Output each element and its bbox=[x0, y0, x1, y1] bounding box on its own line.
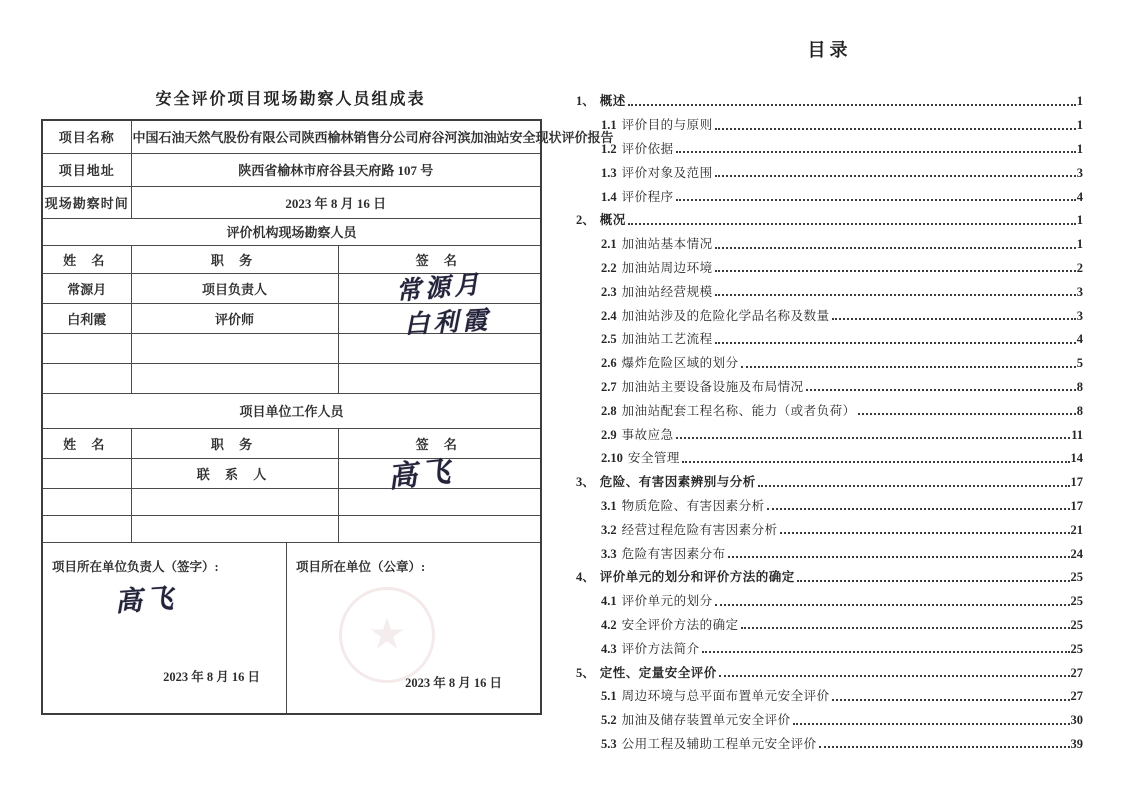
toc-entry-label: 事故应急 bbox=[621, 427, 674, 442]
org-row-name: 白利霞 bbox=[42, 303, 131, 333]
toc-entry-number: 2.3 bbox=[601, 284, 617, 299]
toc-entry-page-number: 1 bbox=[1076, 94, 1083, 109]
toc-entry-label: 概述 bbox=[599, 94, 626, 109]
toc-entry-label: 危险、有害因素辨别与分析 bbox=[599, 475, 756, 490]
toc-leader-dots bbox=[676, 437, 1071, 439]
table-row bbox=[42, 273, 541, 303]
toc-entry bbox=[576, 371, 1083, 395]
toc-entry-number: 4、 bbox=[576, 570, 595, 585]
toc-leader-dots bbox=[797, 580, 1070, 582]
toc-leader-dots bbox=[858, 413, 1076, 415]
toc-entry-page-number: 2 bbox=[1076, 261, 1083, 275]
signature-chang-yuanyue: 常源月 bbox=[394, 270, 484, 306]
toc-entry-number: 5.2 bbox=[601, 713, 617, 728]
toc-entry-page-number: 21 bbox=[1070, 522, 1083, 537]
toc-entry bbox=[576, 109, 1083, 133]
toc-entry-number: 2.8 bbox=[601, 403, 617, 418]
toc-entry-number: 1.1 bbox=[601, 118, 617, 133]
toc-leader-dots bbox=[715, 128, 1076, 130]
unit-col-role: 职 务 bbox=[131, 428, 338, 458]
row-project-address bbox=[42, 153, 541, 186]
toc-entry-label: 评价目的与原则 bbox=[621, 118, 713, 133]
toc-entry-label: 安全管理 bbox=[627, 451, 680, 466]
toc-entry bbox=[576, 704, 1083, 728]
toc-entry-label: 加油及储存装置单元安全评价 bbox=[621, 713, 791, 728]
toc-entry-number: 3.2 bbox=[601, 522, 617, 537]
org-col-name: 姓 名 bbox=[42, 245, 131, 273]
toc-leader-dots bbox=[728, 556, 1070, 558]
toc-entry bbox=[576, 133, 1083, 157]
toc-entry bbox=[576, 204, 1083, 228]
org-col-sign: 签 名 bbox=[338, 245, 541, 273]
toc-leader-dots bbox=[715, 247, 1076, 249]
toc-entry-label: 加油站经营规模 bbox=[621, 284, 713, 299]
toc-leader-dots bbox=[741, 627, 1070, 629]
table-row-empty bbox=[42, 333, 541, 363]
toc-entry-page-number: 1 bbox=[1076, 237, 1083, 252]
toc-entry bbox=[576, 299, 1083, 323]
toc-page bbox=[576, 36, 1083, 751]
toc-entry-label: 经营过程危险有害因素分析 bbox=[621, 522, 778, 537]
toc-entry bbox=[576, 585, 1083, 609]
toc-entry-label: 加油站配套工程名称、能力（或者负荷） bbox=[621, 403, 856, 418]
toc-entry-number: 5、 bbox=[576, 665, 595, 680]
unit-columns-header-row bbox=[42, 428, 541, 458]
toc-entry-page-number: 25 bbox=[1070, 641, 1083, 656]
row-survey-time bbox=[42, 186, 541, 218]
toc-entry-label: 公用工程及辅助工程单元安全评价 bbox=[621, 736, 817, 751]
org-row-role: 评价师 bbox=[131, 303, 338, 333]
toc-leader-dots bbox=[793, 723, 1070, 725]
toc-entry-page-number: 25 bbox=[1070, 570, 1083, 585]
toc-entry bbox=[576, 728, 1083, 752]
project-address-label: 项目地址 bbox=[42, 153, 131, 186]
toc-leader-dots bbox=[715, 270, 1076, 272]
toc-entry-label: 概况 bbox=[599, 213, 626, 228]
toc-leader-dots bbox=[832, 699, 1070, 701]
table-row bbox=[42, 303, 541, 333]
unit-col-name: 姓 名 bbox=[42, 428, 131, 458]
toc-entry-page-number: 4 bbox=[1076, 189, 1083, 204]
toc-entry-page-number: 1 bbox=[1076, 213, 1083, 228]
footer-seal-cell bbox=[287, 543, 540, 713]
toc-leader-dots bbox=[741, 366, 1076, 368]
toc-entry bbox=[576, 537, 1083, 561]
toc-entry bbox=[576, 156, 1083, 180]
toc-entry-label: 爆炸危险区域的划分 bbox=[621, 356, 739, 371]
toc-entry-label: 评价依据 bbox=[621, 142, 674, 157]
toc-entry-label: 定性、定量安全评价 bbox=[599, 665, 717, 680]
toc-entry-number: 2.9 bbox=[601, 427, 617, 442]
toc-entry-number: 5.3 bbox=[601, 736, 617, 751]
toc-entry bbox=[576, 394, 1083, 418]
toc-entry-label: 评价单元的划分 bbox=[621, 594, 713, 609]
toc-leader-dots bbox=[628, 223, 1076, 225]
toc-entry-page-number: 25 bbox=[1070, 617, 1083, 632]
toc-entry-number: 4.2 bbox=[601, 617, 617, 632]
org-section-header-row bbox=[42, 218, 541, 245]
toc-entry bbox=[576, 490, 1083, 514]
toc-entry-label: 加油站周边环境 bbox=[621, 261, 713, 275]
toc-entry-page-number: 8 bbox=[1076, 379, 1083, 394]
org-col-role: 职 务 bbox=[131, 245, 338, 273]
toc-entry bbox=[576, 561, 1083, 585]
toc-entry-page-number: 39 bbox=[1070, 736, 1083, 751]
toc-entry bbox=[576, 442, 1083, 466]
footer-grid bbox=[43, 543, 540, 713]
toc-entry-page-number: 8 bbox=[1076, 403, 1083, 418]
toc-leader-dots bbox=[832, 318, 1076, 320]
toc-entry-number: 2.4 bbox=[601, 308, 617, 323]
footer-responsible-cell bbox=[43, 543, 287, 713]
project-name-value: 中国石油天然气股份有限公司陕西榆林销售分公司府谷河滨加油站安全现状评价报告 bbox=[131, 120, 541, 153]
table-row-empty bbox=[42, 515, 541, 542]
toc-entry bbox=[576, 228, 1083, 252]
unit-section-header-row bbox=[42, 393, 541, 428]
toc-leader-dots bbox=[806, 389, 1076, 391]
org-row-name: 常源月 bbox=[42, 273, 131, 303]
footer-right-date: 2023 年 8 月 16 日 bbox=[405, 675, 503, 690]
toc-leader-dots bbox=[719, 675, 1070, 677]
signature-cell bbox=[338, 455, 541, 494]
unit-seal-label: 项目所在单位（公章）: bbox=[296, 559, 426, 574]
toc-entry-page-number: 27 bbox=[1070, 689, 1083, 704]
unit-row-name bbox=[42, 458, 131, 488]
toc-entry bbox=[576, 252, 1083, 276]
toc-entry-label: 危险有害因素分布 bbox=[621, 546, 726, 561]
toc-entry-label: 周边环境与总平面布置单元安全评价 bbox=[621, 689, 830, 704]
toc-entry-number: 2.5 bbox=[601, 332, 617, 347]
toc-entry bbox=[576, 275, 1083, 299]
unit-section-header: 项目单位工作人员 bbox=[42, 393, 541, 428]
signature-cell bbox=[338, 270, 541, 306]
toc-entry-page-number: 17 bbox=[1070, 475, 1083, 490]
responsible-sign-label: 项目所在单位负责人（签字）: bbox=[52, 559, 219, 574]
toc-entry-number: 1.2 bbox=[601, 142, 617, 157]
toc-entry-page-number: 25 bbox=[1070, 594, 1083, 609]
toc-entry-number: 3.1 bbox=[601, 498, 617, 513]
toc-leader-dots bbox=[676, 151, 1076, 153]
toc-entry-label: 加油站涉及的危险化学品名称及数量 bbox=[621, 308, 830, 323]
toc-entry bbox=[576, 323, 1083, 347]
toc-entry bbox=[576, 180, 1083, 204]
toc-leader-dots bbox=[819, 746, 1070, 748]
toc-entry-label: 加油站基本情况 bbox=[621, 237, 713, 252]
org-columns-header-row bbox=[42, 245, 541, 273]
toc-entry-page-number: 30 bbox=[1070, 713, 1083, 728]
toc-entry-number: 3、 bbox=[576, 475, 595, 490]
toc-entry-number: 4.3 bbox=[601, 641, 617, 656]
toc-entry bbox=[576, 466, 1083, 490]
toc-entry-number: 4.1 bbox=[601, 594, 617, 609]
toc-list bbox=[576, 85, 1083, 751]
toc-entry-number: 1.4 bbox=[601, 189, 617, 204]
toc-leader-dots bbox=[780, 532, 1070, 534]
toc-entry-label: 物质危险、有害因素分析 bbox=[621, 498, 765, 513]
toc-entry bbox=[576, 609, 1083, 633]
seal-star-icon: ★ bbox=[369, 613, 405, 656]
toc-leader-dots bbox=[628, 104, 1076, 106]
toc-entry-page-number: 3 bbox=[1076, 165, 1083, 180]
toc-entry-label: 评价对象及范围 bbox=[621, 165, 713, 180]
toc-entry-number: 2.1 bbox=[601, 237, 617, 252]
toc-entry-page-number: 14 bbox=[1070, 451, 1083, 466]
toc-entry-label: 安全评价方法的确定 bbox=[621, 617, 739, 632]
toc-entry bbox=[576, 85, 1083, 109]
toc-entry-label: 评价方法简介 bbox=[621, 641, 700, 656]
toc-leader-dots bbox=[702, 651, 1070, 653]
toc-entry-number: 2.10 bbox=[601, 451, 623, 466]
toc-entry-page-number: 3 bbox=[1076, 284, 1083, 299]
toc-entry-label: 评价单元的划分和评价方法的确定 bbox=[599, 570, 795, 585]
toc-entry bbox=[576, 656, 1083, 680]
signature-cell bbox=[338, 303, 541, 339]
toc-entry-number: 3.3 bbox=[601, 546, 617, 561]
toc-entry-page-number: 24 bbox=[1070, 546, 1083, 561]
toc-entry-label: 加油站主要设备设施及布局情况 bbox=[621, 379, 804, 394]
toc-entry-number: 1.3 bbox=[601, 165, 617, 180]
toc-entry-page-number: 3 bbox=[1076, 308, 1083, 323]
toc-entry-number: 5.1 bbox=[601, 689, 617, 704]
official-seal-stamp-icon bbox=[339, 587, 435, 683]
org-row-role: 项目负责人 bbox=[131, 273, 338, 303]
form-footer-row bbox=[42, 542, 541, 714]
footer-left-date: 2023 年 8 月 16 日 bbox=[163, 669, 260, 684]
survey-time-value: 2023 年 8 月 16 日 bbox=[131, 186, 541, 218]
unit-col-sign: 签 名 bbox=[338, 428, 541, 458]
toc-entry-page-number: 1 bbox=[1076, 142, 1083, 157]
table-row-empty bbox=[42, 488, 541, 515]
table-row-empty bbox=[42, 363, 541, 393]
toc-leader-dots bbox=[715, 604, 1070, 606]
toc-leader-dots bbox=[715, 342, 1076, 344]
signature-bai-lixia: 白利霞 bbox=[403, 306, 492, 339]
toc-entry-page-number: 17 bbox=[1070, 498, 1083, 513]
toc-leader-dots bbox=[676, 199, 1076, 201]
signature-gao-fei: 高飞 bbox=[386, 455, 456, 494]
survey-time-label: 现场勘察时间 bbox=[42, 186, 131, 218]
unit-row-role: 联 系 人 bbox=[131, 458, 338, 488]
toc-leader-dots bbox=[767, 508, 1070, 510]
toc-entry-label: 评价程序 bbox=[621, 189, 674, 204]
toc-entry-number: 2.2 bbox=[601, 261, 617, 275]
row-project-name bbox=[42, 120, 541, 153]
project-address-value: 陕西省榆林市府谷县天府路 107 号 bbox=[131, 153, 541, 186]
toc-entry-page-number: 11 bbox=[1071, 427, 1083, 442]
toc-entry bbox=[576, 347, 1083, 371]
toc-entry-label: 加油站工艺流程 bbox=[621, 332, 713, 347]
toc-entry-number: 2.7 bbox=[601, 379, 617, 394]
toc-entry bbox=[576, 680, 1083, 704]
toc-entry-page-number: 1 bbox=[1076, 118, 1083, 133]
toc-leader-dots bbox=[758, 485, 1070, 487]
toc-leader-dots bbox=[715, 294, 1076, 296]
toc-entry-number: 2、 bbox=[576, 213, 595, 228]
toc-entry-page-number: 5 bbox=[1076, 356, 1083, 371]
signature-gao-fei-footer: 高飞 bbox=[113, 582, 178, 617]
toc-entry-page-number: 27 bbox=[1070, 665, 1083, 680]
toc-entry-page-number: 4 bbox=[1076, 332, 1083, 347]
toc-entry bbox=[576, 418, 1083, 442]
toc-entry-number: 2.6 bbox=[601, 356, 617, 371]
project-name-label: 项目名称 bbox=[42, 120, 131, 153]
toc-leader-dots bbox=[682, 461, 1070, 463]
table-row bbox=[42, 458, 541, 488]
toc-entry bbox=[576, 632, 1083, 656]
form-title: 安全评价项目现场勘察人员组成表 bbox=[155, 91, 426, 108]
toc-entry-number: 1、 bbox=[576, 94, 595, 109]
toc-title: 目录 bbox=[807, 40, 852, 60]
toc-entry bbox=[576, 513, 1083, 537]
toc-leader-dots bbox=[715, 175, 1076, 177]
org-section-header: 评价机构现场勘察人员 bbox=[42, 218, 541, 245]
